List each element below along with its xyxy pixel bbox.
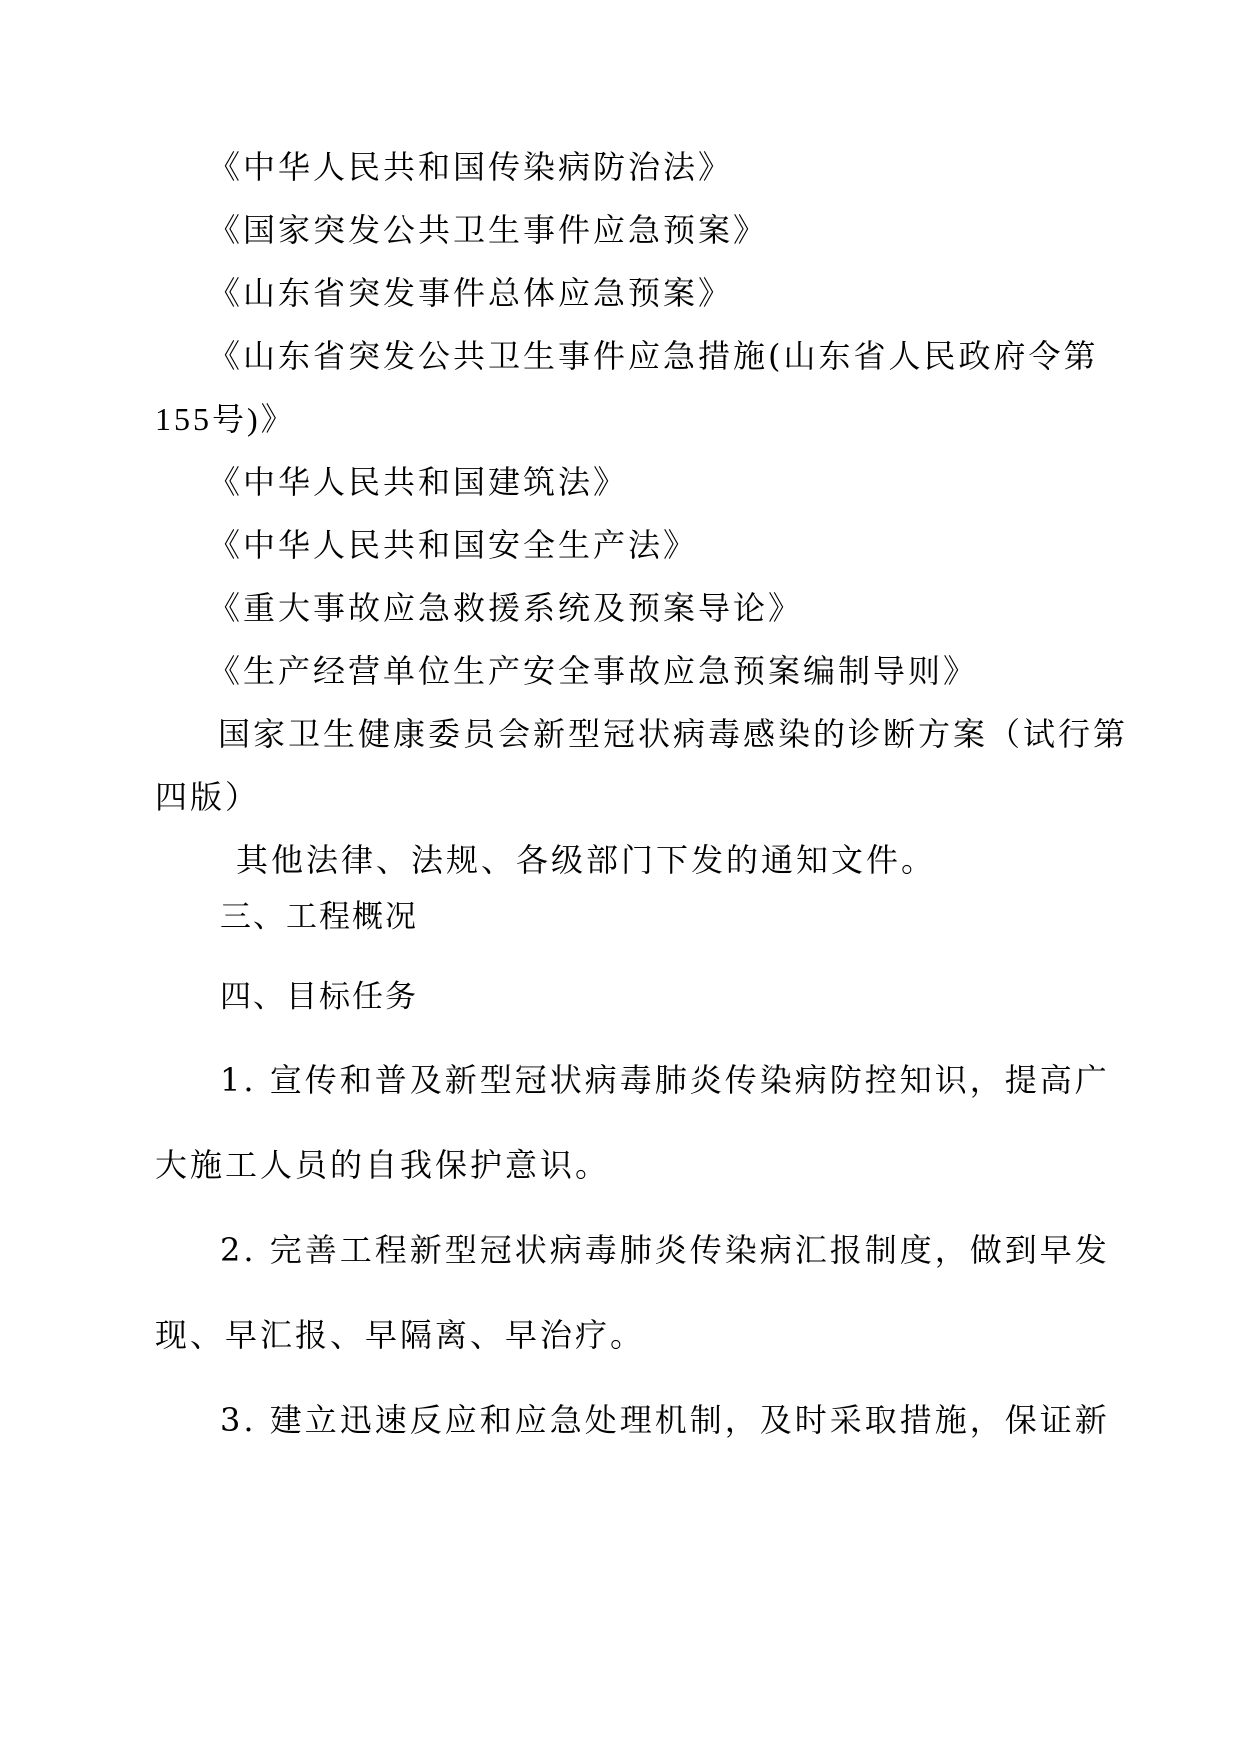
task-item: 3. 建立迅速反应和应急处理机制，及时采取措施，保证新 xyxy=(220,1401,1110,1439)
reference-line: 《山东省突发公共卫生事件应急措施(山东省人民政府令第 xyxy=(208,337,1099,375)
reference-line: 《重大事故应急救援系统及预案导论》 xyxy=(208,589,804,627)
section-heading-overview: 三、工程概况 xyxy=(220,899,418,935)
task-item: 2. 完善工程新型冠状病毒肺炎传染病汇报制度，做到早发 xyxy=(220,1231,1110,1269)
task-item: 1. 宣传和普及新型冠状病毒肺炎传染病防控知识，提高广 xyxy=(220,1061,1110,1099)
reference-line: 《国家突发公共卫生事件应急预案》 xyxy=(208,211,769,249)
reference-line: 《山东省突发事件总体应急预案》 xyxy=(208,274,734,312)
task-item-continuation: 现、早汇报、早隔离、早治疗。 xyxy=(155,1316,646,1354)
reference-line: 《生产经营单位生产安全事故应急预案编制导则》 xyxy=(208,652,979,690)
section-heading-targets: 四、目标任务 xyxy=(220,979,418,1015)
reference-line: 国家卫生健康委员会新型冠状病毒感染的诊断方案（试行第 xyxy=(218,715,1129,753)
reference-line: 《中华人民共和国传染病防治法》 xyxy=(208,148,734,186)
task-item-continuation: 大施工人员的自我保护意识。 xyxy=(155,1146,611,1184)
reference-line: 《中华人民共和国建筑法》 xyxy=(208,463,629,501)
reference-line-continuation: 155号)》 xyxy=(155,401,296,437)
reference-line: 其他法律、法规、各级部门下发的通知文件。 xyxy=(236,841,937,879)
reference-line: 《中华人民共和国安全生产法》 xyxy=(208,526,699,564)
reference-line-continuation: 四版） xyxy=(155,778,261,816)
